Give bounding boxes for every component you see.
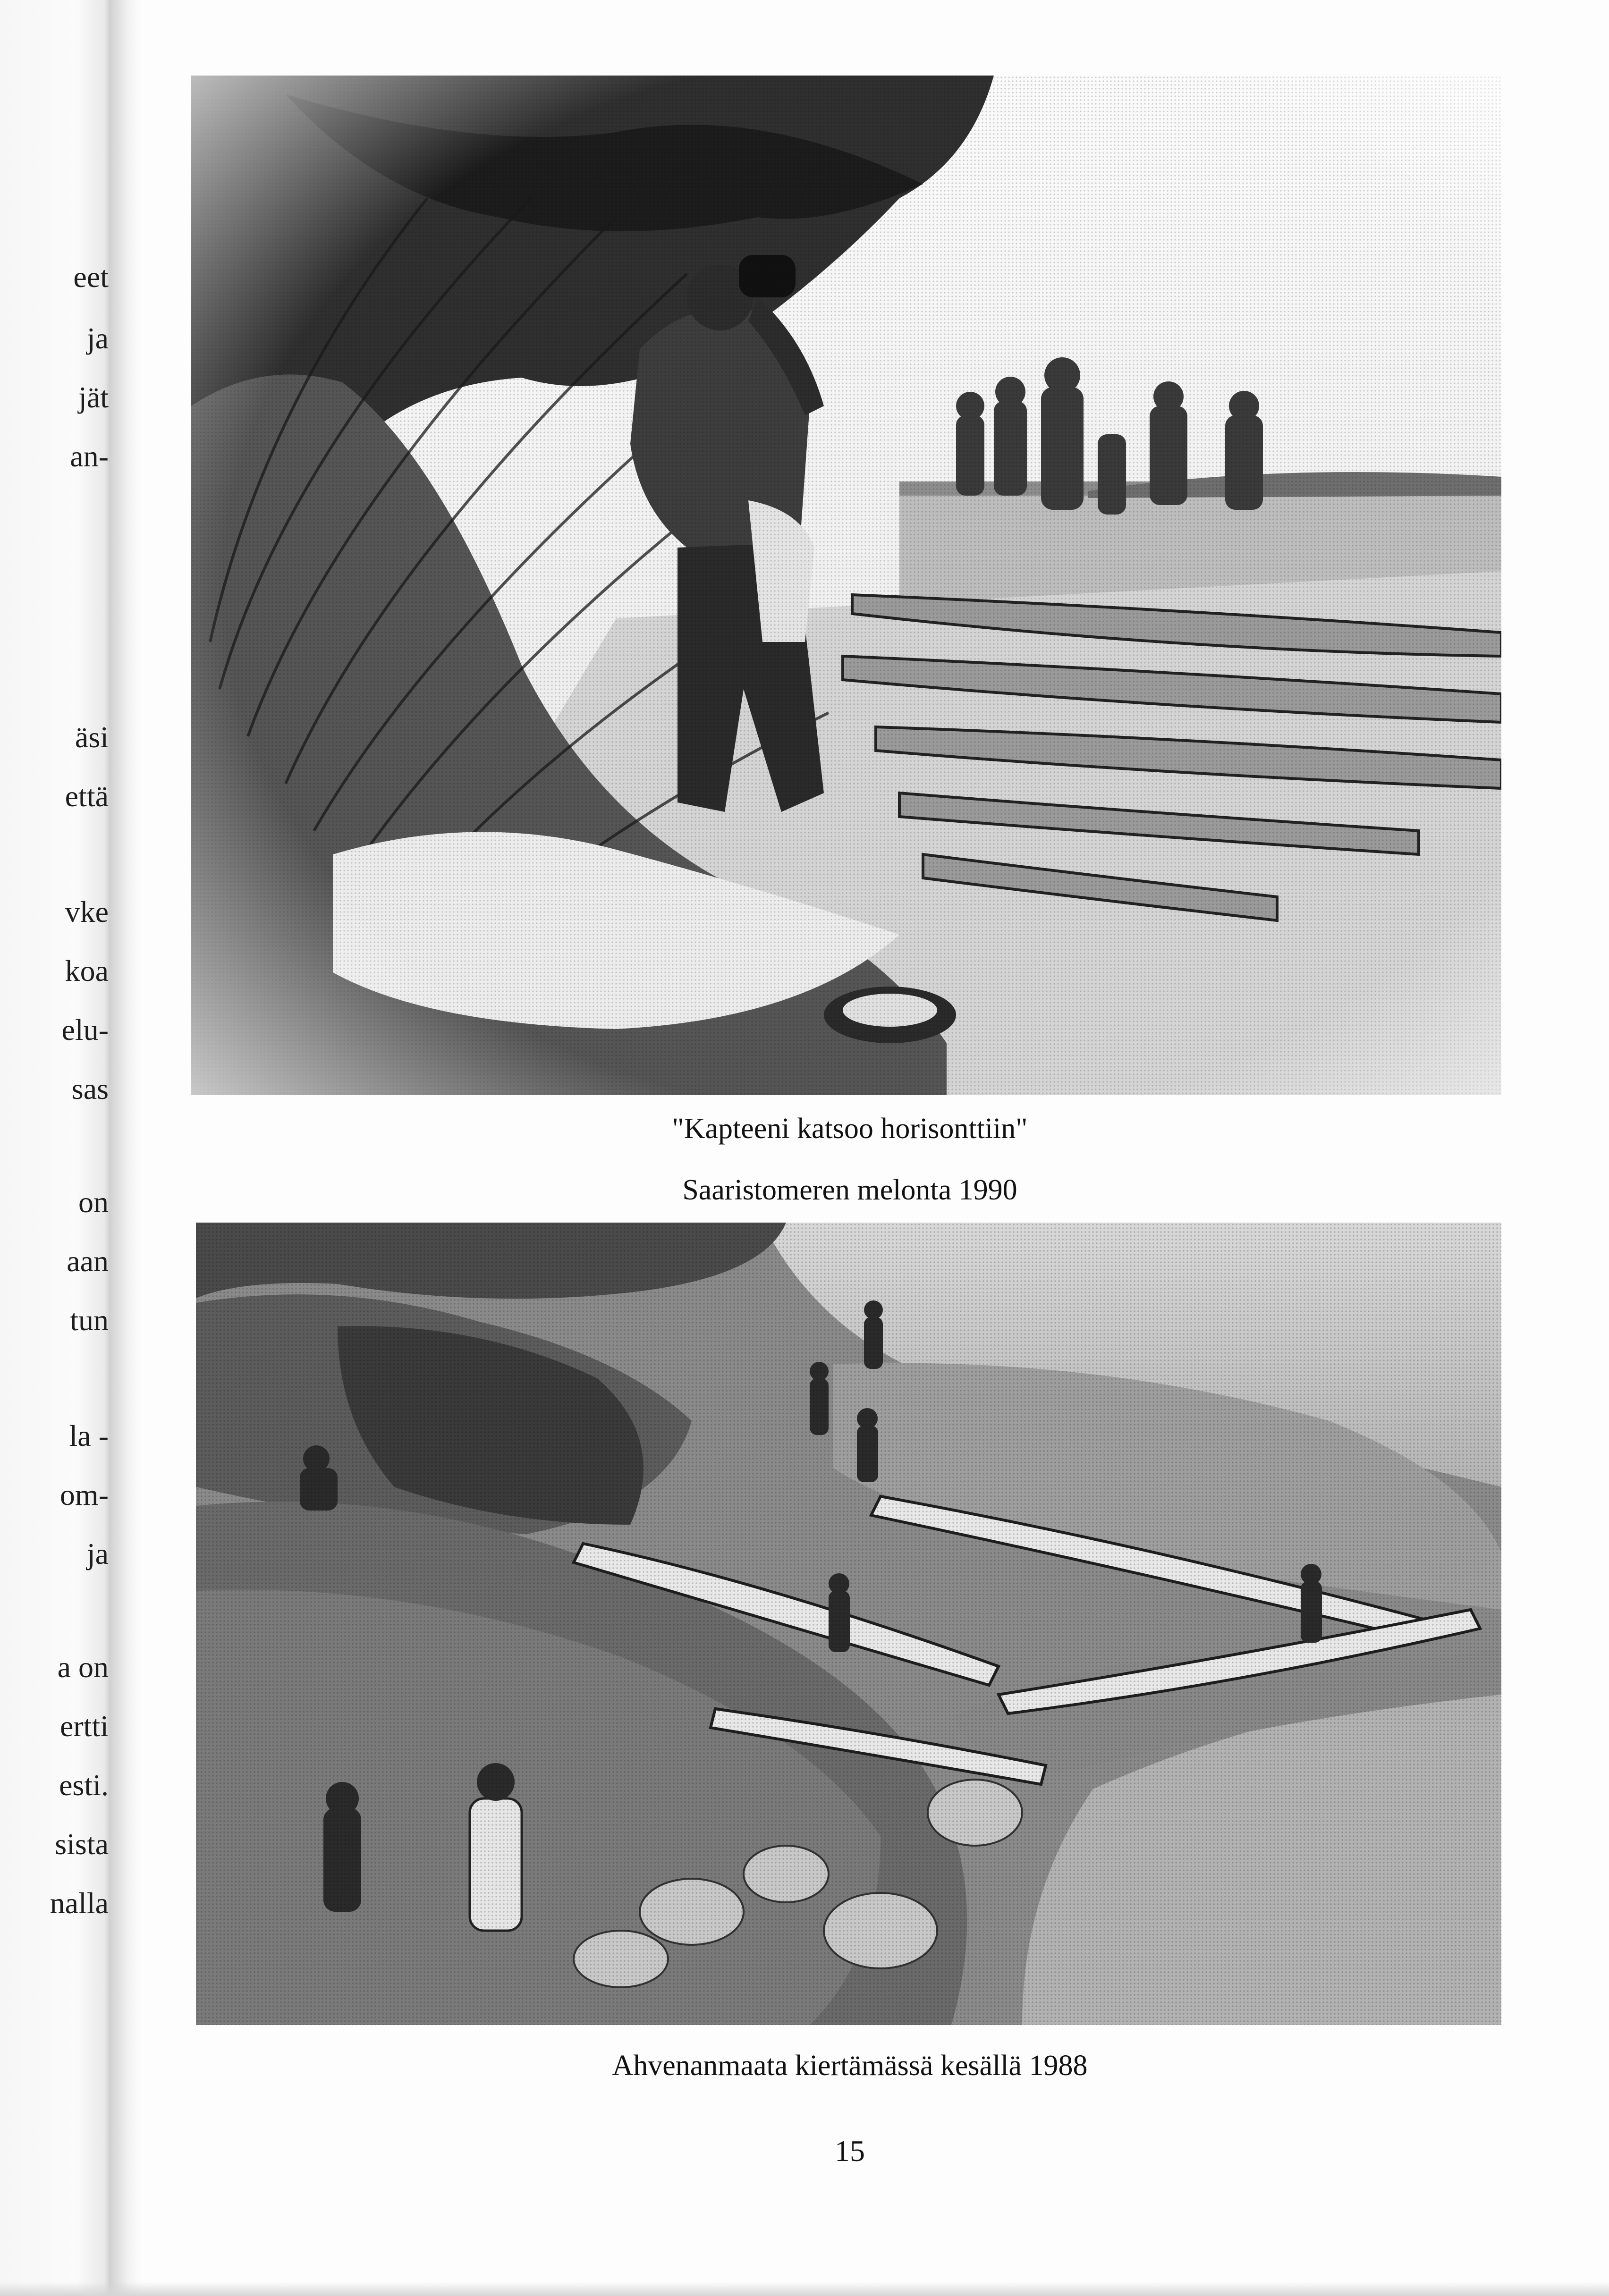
- left-text-fragment: la -: [69, 1419, 109, 1452]
- left-text-fragment: sas: [71, 1072, 109, 1106]
- left-text-fragment: ja: [86, 1537, 109, 1570]
- page-bottom-edge: [0, 2282, 1609, 2296]
- left-text-fragment: jät: [78, 380, 109, 414]
- left-text-fragment: tun: [70, 1303, 109, 1337]
- left-text-fragment: elu-: [61, 1013, 109, 1047]
- left-text-fragment: ertti: [59, 1709, 109, 1743]
- left-text-fragment: aan: [67, 1244, 109, 1278]
- caption-bottom-photo: Ahvenanmaata kiertämässä kesällä 1988: [612, 2050, 1088, 2082]
- left-text-fragment: an-: [70, 439, 109, 473]
- left-text-fragment: sista: [55, 1827, 109, 1861]
- caption-top-photo-title: "Kapteeni katsoo horisonttiin": [672, 1113, 1028, 1145]
- left-text-fragment: että: [65, 779, 109, 813]
- left-text-fragment: on: [78, 1185, 109, 1219]
- left-text-fragment: a on: [57, 1650, 109, 1684]
- photo-aland-rocky-shore-illustration: [196, 1223, 1501, 2025]
- left-text-fragment: eet: [73, 260, 109, 294]
- photo-captain-binoculars: [191, 76, 1501, 1095]
- left-text-fragment: vke: [65, 895, 109, 929]
- page-gutter-shadow: [109, 0, 142, 2296]
- left-text-fragment: ja: [86, 321, 109, 355]
- left-text-fragment: äsi: [75, 720, 109, 754]
- photo-aland-rocky-shore: [196, 1223, 1501, 2025]
- left-text-fragment: om-: [59, 1478, 109, 1511]
- caption-top-photo-subtitle: Saaristomeren melonta 1990: [682, 1174, 1017, 1206]
- page-number: 15: [835, 2134, 865, 2168]
- left-text-fragment: nalla: [50, 1886, 109, 1920]
- left-page-strip: [0, 0, 109, 2296]
- photo-captain-binoculars-illustration: [191, 76, 1501, 1095]
- left-text-fragment: esti.: [59, 1768, 109, 1802]
- left-text-fragment: koa: [65, 954, 109, 988]
